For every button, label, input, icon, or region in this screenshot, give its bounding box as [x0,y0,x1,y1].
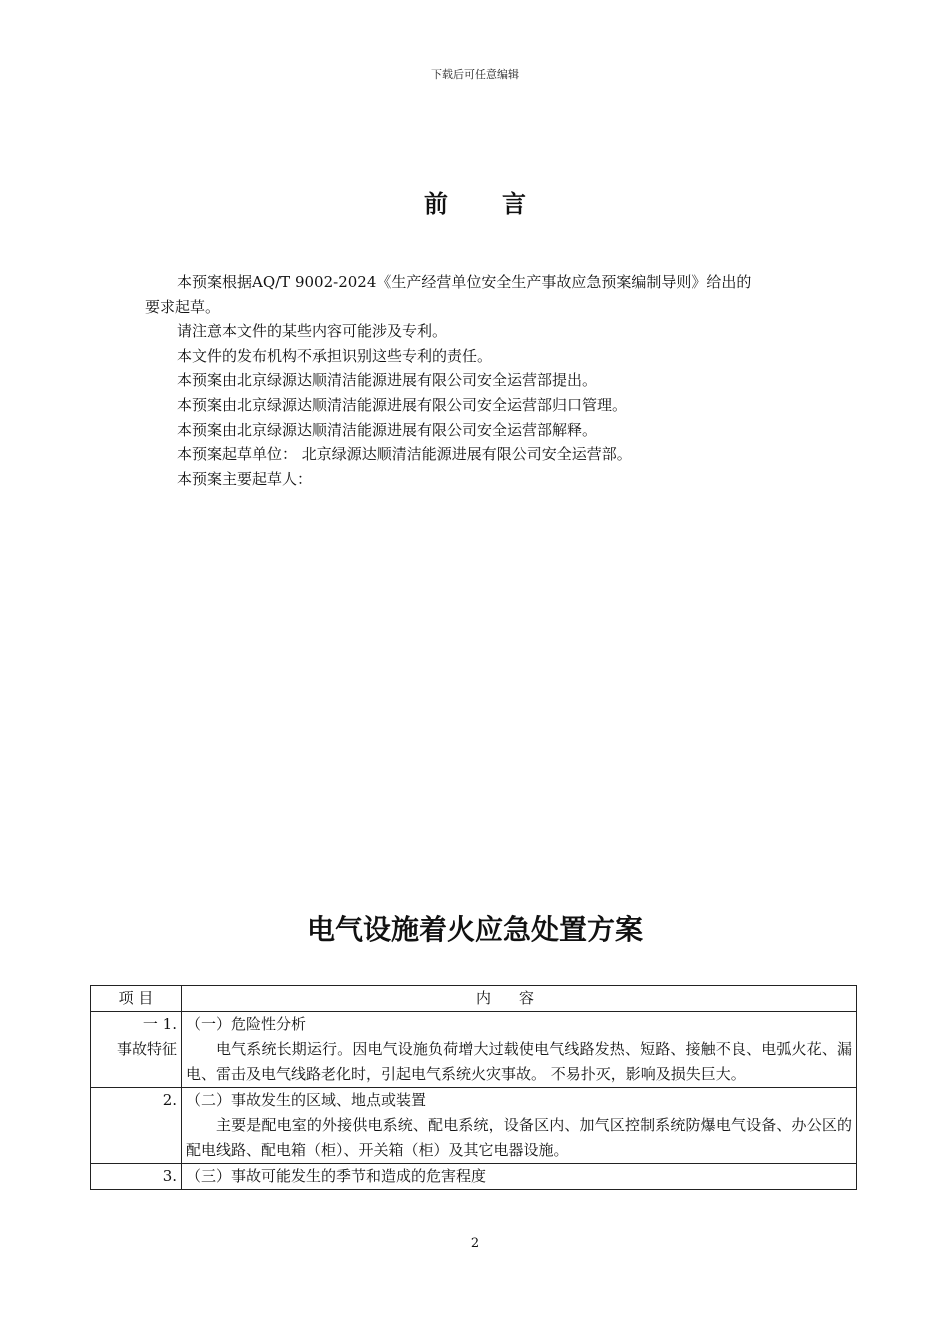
item-label: 事故特征 [116,1040,177,1058]
header-item: 项 目 [91,986,182,1012]
content-body: 电气系统长期运行。因电气设施负荷增大过载使电气线路发热、短路、接触不良、电弧火花、漏电、雷击及电气线路老化时，引起电气系统火灾事故。 不易扑灭，影响及损失巨大。 [186,1040,852,1083]
table-row [91,1164,857,1190]
preface-body [145,270,810,491]
header-content [182,986,857,1012]
preface-title: 前言 [424,190,580,218]
preface-paragraph: 本文件的发布机构不承担识别这些专利的责任。 [177,346,493,365]
content-cell [182,1088,857,1164]
preface-paragraph: 本预案由北京绿源达顺清洁能源进展有限公司安全运营部提出。 [177,371,598,390]
content-heading: （三）事故可能发生的季节和造成的危害程度 [186,1167,487,1185]
table-header-row [91,986,857,1012]
preface-paragraph: 本预案起草单位： 北京绿源达顺清洁能源进展有限公司安全运营部。 [177,445,632,464]
preface-paragraph: 本预案由北京绿源达顺清洁能源进展有限公司安全运营部归口管理。 [177,395,628,414]
preface-paragraph: 本预案主要起草人： [177,469,313,488]
preface-paragraph: 本预案由北京绿源达顺清洁能源进展有限公司安全运营部解释。 [177,420,598,439]
plan-table [90,985,857,1190]
content-cell [182,1012,857,1088]
item-number: 3. [162,1167,177,1185]
header-content-label: 内容 [475,989,562,1007]
content-body: 主要是配电室的外接供电系统、配电系统，设备区内、加气区控制系统防爆电气设备、办公区的配电线路、配电箱（柜）、开关箱（柜）及其它电器设施。 [186,1116,852,1159]
table-row [91,1088,857,1164]
header-note: 下载后可任意编辑 [431,68,519,81]
plan-title: 电气设施着火应急处置方案 [306,913,643,946]
content-heading: （一）危险性分析 [186,1015,307,1033]
item-number: 一 1. [142,1015,177,1033]
content-heading: （二）事故发生的区域、地点或装置 [186,1091,427,1109]
item-cell [91,1164,182,1190]
content-cell [182,1164,857,1190]
item-number: 2. [162,1091,177,1109]
preface-paragraph: 要求起草。 [145,297,221,316]
preface-paragraph: 本预案根据AQ/T 9002-2024《生产经营单位安全生产事故应急预案编制导则》给出的 [177,273,752,291]
page-number: 2 [470,1236,480,1251]
table-row [91,1012,857,1088]
item-cell [91,1088,182,1164]
item-cell [91,1012,182,1088]
preface-paragraph: 请注意本文件的某些内容可能涉及专利。 [177,322,448,341]
